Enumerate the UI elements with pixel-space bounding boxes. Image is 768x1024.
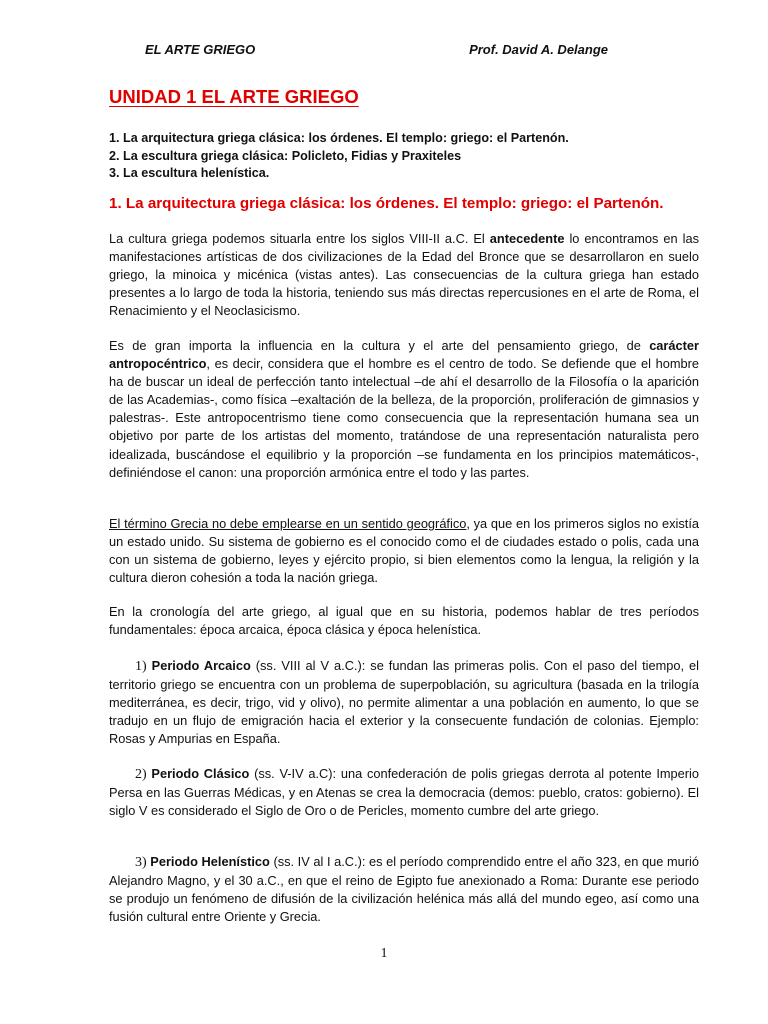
toc-item: 1. La arquitectura griega clásica: los órdenes. El templo: griego: el Partenón.	[109, 131, 569, 145]
paragraph-text: Es de gran importa la influencia en la cultura y el arte del pensamiento griego, de	[109, 338, 650, 353]
header-left: EL ARTE GRIEGO	[145, 42, 256, 57]
paragraph-3	[109, 515, 699, 587]
paragraph-text: lo encontramos en las manifestaciones artísticas de dos civilizaciones de la Edad del Bronce que se desarrollaron en suelo griego, la minoica y micénica (vistas antes). Las consecuencias de la cultura griega han estado presentes a lo largo de toda la historia, teniendo sus más directas repercusiones en el arte de Roma, el Renacimiento y el Neoclasicismo.	[109, 231, 699, 319]
paragraph-1	[109, 230, 699, 320]
period-number: 3)	[135, 855, 147, 870]
period-name: Periodo Clásico	[151, 766, 250, 781]
paragraph-text: , ya que en los primeros siglos no existía un estado unido. Su sistema de gobierno es el conocido como el de ciudades estado o polis, cada una con un sistema de gobierno, leyes y ejército propio, si bien elementos como la lengua, la religión y la cultura dieron cohesión a toda la nación griega.	[109, 516, 700, 586]
period-number: 2)	[135, 767, 147, 782]
period-text: (ss. VIII al V a.C.): se fundan las primeras polis. Con el paso del tiempo, el territorio griego se encuentra con un problema de superpoblación, su agricultura (basada en la trilogía mediterránea, es decir, trigo, vid y olivo), no permite alimentar a una población en aumento, lo que se tradujo en un flujo de emigración hacia el exterior y la consecuente fundación de colonias. Ejemplo: Rosas y Ampurias en España.	[109, 658, 700, 747]
section-title: 1. La arquitectura griega clásica: los órdenes. El templo: griego: el Partenón.	[109, 195, 664, 212]
period-name: Periodo Helenístico	[150, 854, 270, 869]
period-item	[109, 853, 699, 926]
paragraph-2	[109, 337, 699, 482]
paragraph-bold: antecedente	[489, 231, 565, 246]
page-number: 1	[380, 946, 388, 961]
period-item	[109, 765, 699, 820]
period-text: (ss. V-IV a.C): una confederación de polis griegas derrota al potente Imperio Persa en las Guerras Médicas, y en Atenas se crea la democracia (demos: pueblo, cratos: gobierno). El siglo V es considerado el Siglo de Oro o de Pericles, momento cumbre del arte griego.	[109, 766, 699, 819]
paragraph-underlined: El término Grecia no debe emplearse en un sentido geográfico	[109, 516, 467, 531]
table-of-contents	[109, 130, 709, 183]
page-header	[145, 42, 608, 57]
header-right: Prof. David A. Delange	[469, 42, 608, 57]
period-number: 1)	[135, 659, 147, 674]
period-text: (ss. IV al I a.C.): es el período comprendido entre el año 323, en que murió Alejandro Magno, y el 30 a.C., en que el reino de Egipto fue anexionado a Roma: Durante ese periodo se produjo un fenómeno de difusión de la civilización helénica más allá del mundo egeo, así como una fusión cultural entre Oriente y Grecia.	[109, 854, 699, 925]
unit-title: UNIDAD 1 EL ARTE GRIEGO	[109, 86, 359, 107]
toc-item: 3. La escultura helenística.	[109, 166, 270, 180]
paragraph-4: En la cronología del arte griego, al igual que en su historia, podemos hablar de tres períodos fundamentales: época arcaica, época clásica y época helenística.	[109, 604, 699, 638]
paragraph-bold: carácter antropocéntrico	[109, 338, 699, 372]
period-item	[109, 657, 699, 748]
paragraph-text: , es decir, considera que el hombre es el centro de todo. Se defiende que el hombre ha de buscar un ideal de perfección tanto intelectual –de ahí el desarrollo de la Filosofía o la aparición de las Academias-, como física –exaltación de la belleza, de la proporción, proliferación de gimnasios y palestras-. Este antropocentrismo tiene como consecuencia que la representación humana sea un objetivo por parte de los artistas del momento, tratándose de una representación naturalista pero idealizada, buscándose el equilibrio y la proporción –se fundamenta en los principios matemáticos-, definiéndose el canon: una proporción armónica entre el todo y las partes.	[109, 356, 699, 480]
paragraph-text: La cultura griega podemos situarla entre los siglos VIII-II a.C. El	[109, 231, 490, 246]
period-name: Periodo Arcaico	[151, 658, 251, 673]
toc-item: 2. La escultura griega clásica: Policleto, Fidias y Praxiteles	[109, 148, 462, 163]
